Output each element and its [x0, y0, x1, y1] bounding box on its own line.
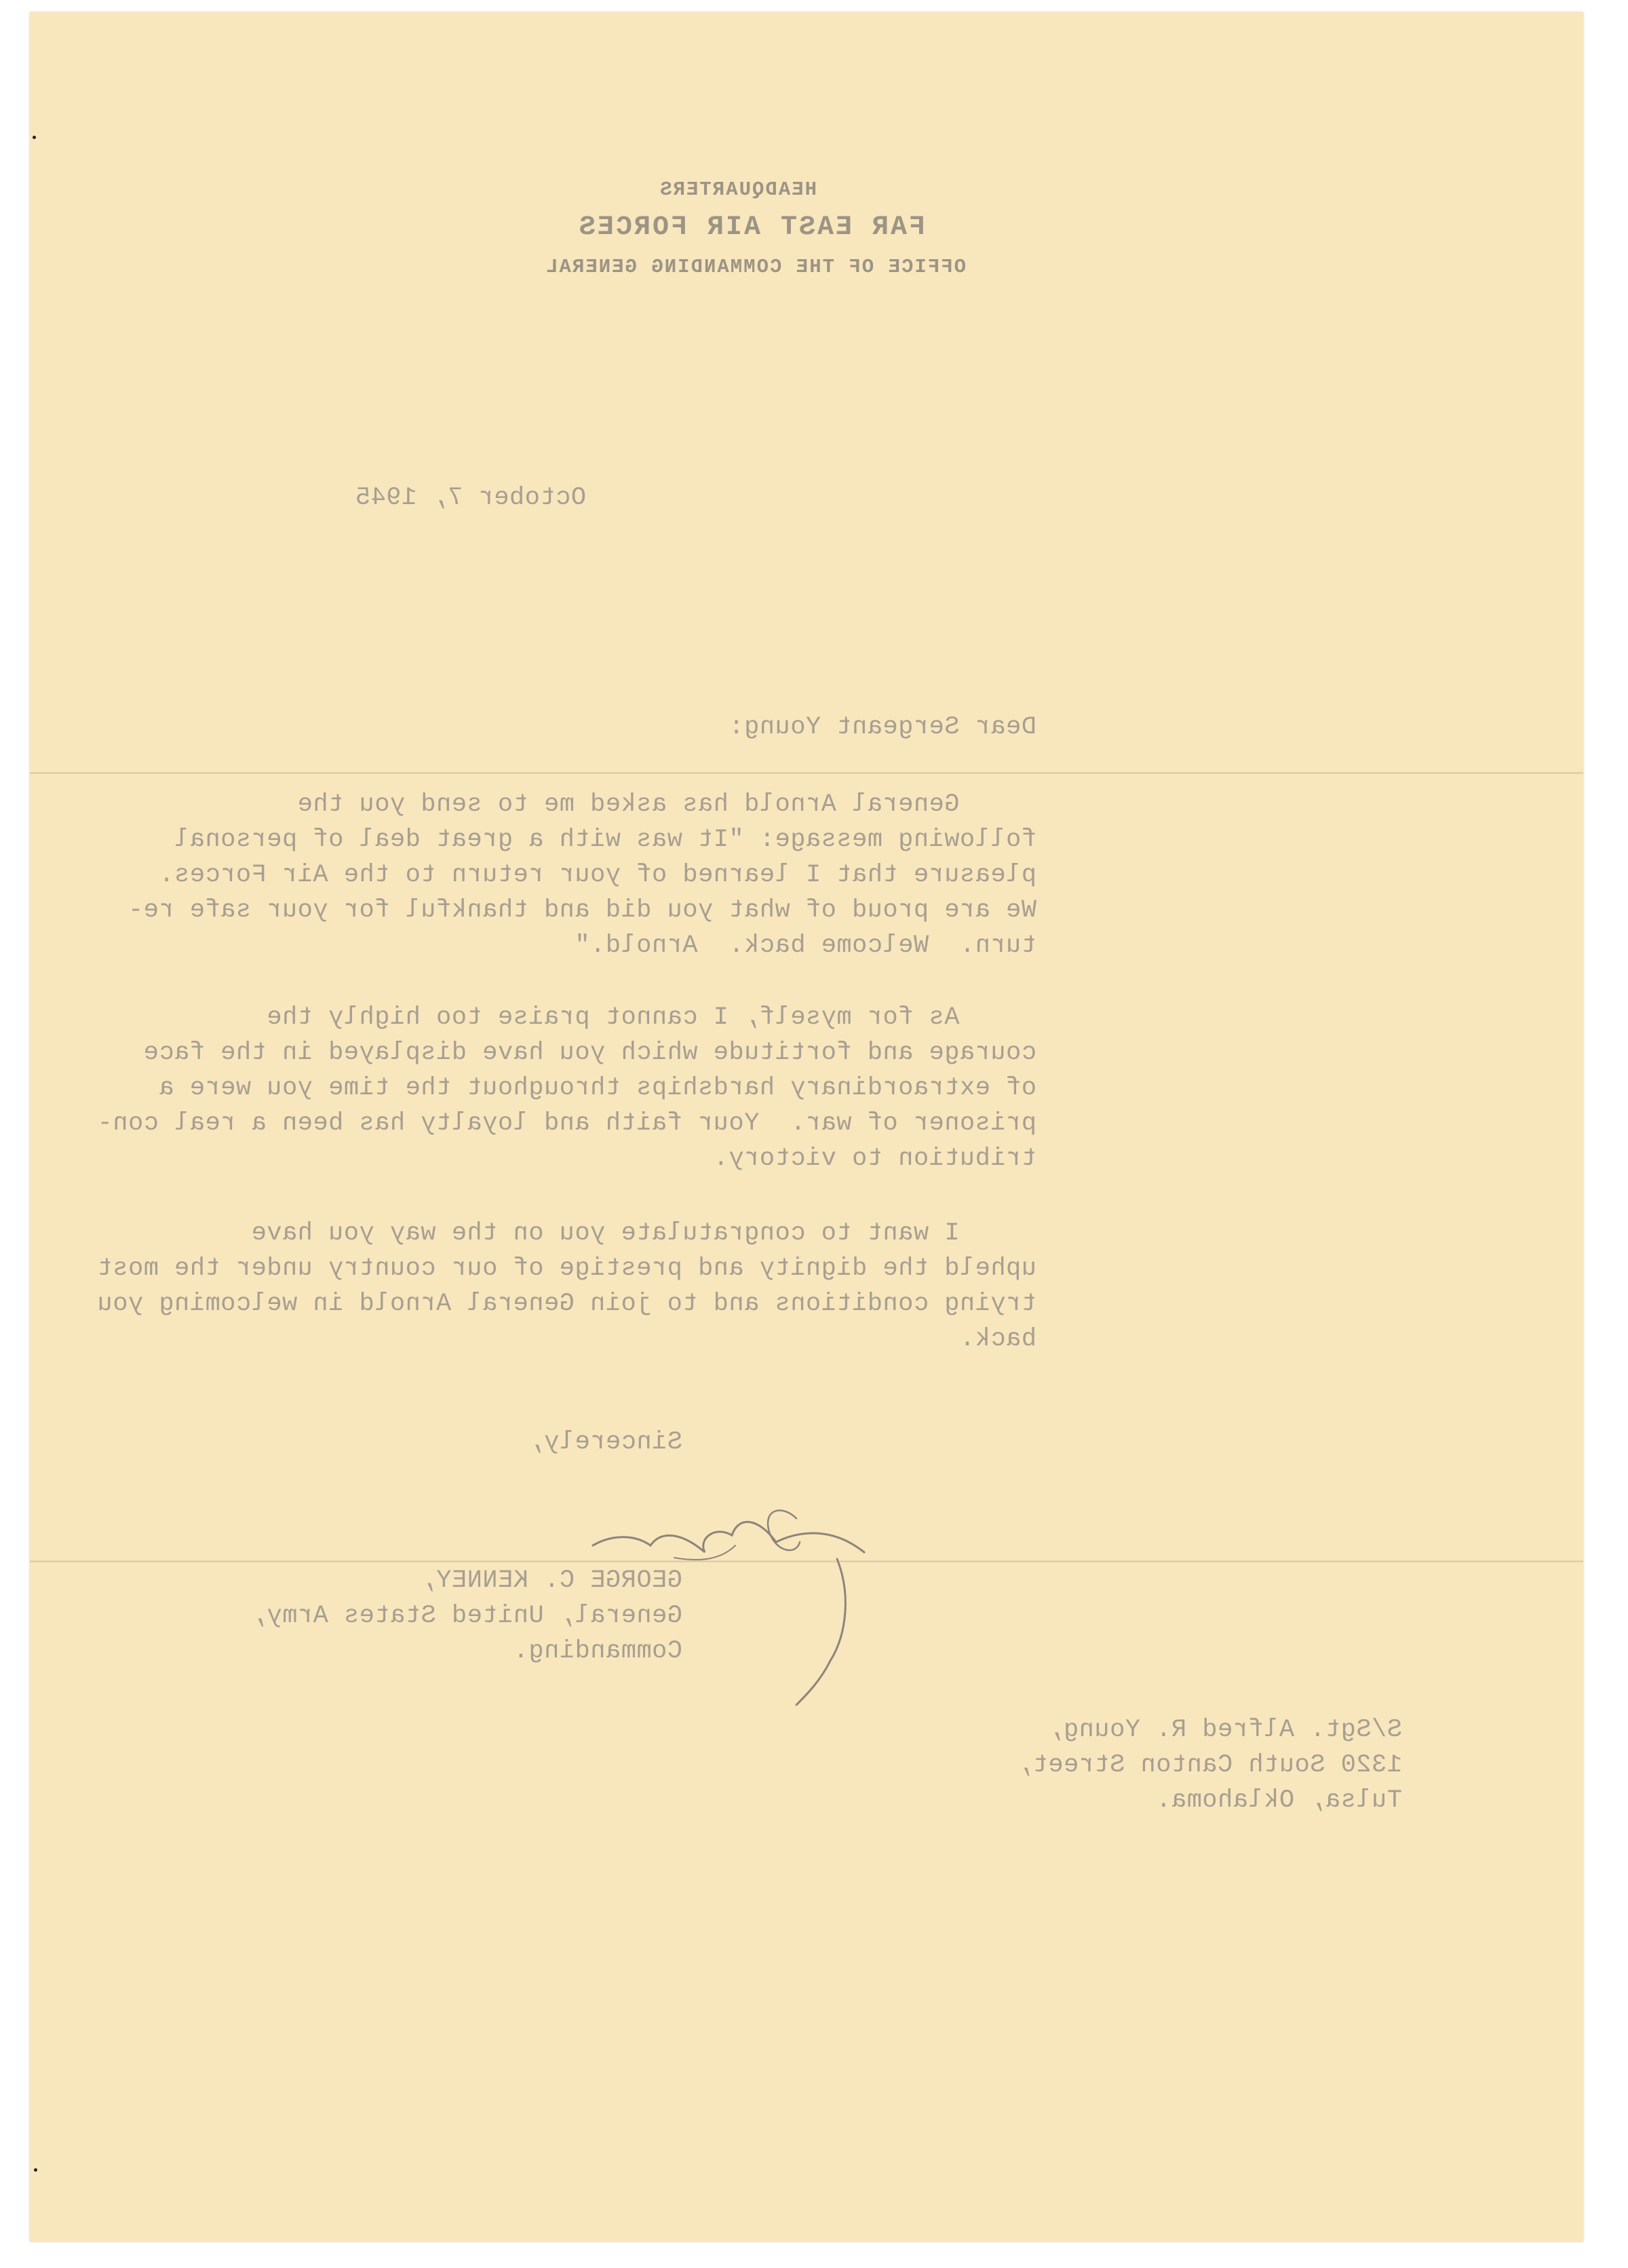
- paragraph-2-line: As for myself, I cannot praise too highly the: [266, 1003, 1036, 1032]
- signature-name: GEORGE C. KENNEY,: [421, 1567, 682, 1595]
- letter-sheet: [30, 12, 1583, 2242]
- paragraph-3-line: upheld the dignity and prestige of our country under the most: [97, 1254, 1036, 1283]
- paragraph-3-line: back.: [959, 1325, 1036, 1353]
- closing: Sincerely,: [528, 1428, 682, 1457]
- salutation: Dear Sergeant Young:: [728, 713, 1036, 742]
- mirrored-typed-text: [30, 12, 1583, 2242]
- letterhead-office: OFFICE OF THE COMMANDING GENERAL: [545, 256, 966, 278]
- paragraph-2-line: tribution to victory.: [713, 1145, 1036, 1173]
- letter-date: October 7, 1945: [355, 484, 586, 512]
- paragraph-1-line: We are proud of what you did and thankful for your safe re-: [128, 896, 1036, 925]
- paragraph-3-line: trying conditions and to join General Arnold in welcoming you: [97, 1290, 1036, 1318]
- paragraph-2-line: prisoner of war. Your faith and loyalty has been a real con-: [97, 1109, 1036, 1138]
- recipient-line: S/Sgt. Alfred R. Young,: [1047, 1716, 1402, 1744]
- paragraph-1-line: following message: "It was with a great deal of personal: [174, 826, 1036, 854]
- signature-title: Commanding.: [513, 1637, 682, 1666]
- signature-rank: General, United States Army,: [251, 1602, 682, 1630]
- paragraph-2-line: of extraordinary hardships throughout the time you were a: [158, 1074, 1036, 1102]
- paragraph-1-line: pleasure that I learned of your return to the Air Forces.: [158, 861, 1036, 889]
- paragraph-1-line: General Arnold has asked me to send you the: [297, 790, 1036, 819]
- letterhead-headquarters: HEADQUARTERS: [659, 178, 817, 201]
- paragraph-3-line: I want to congratulate you on the way you have: [251, 1219, 1036, 1248]
- recipient-line: 1320 South Canton Street,: [1017, 1751, 1402, 1780]
- handwritten-signature: [579, 1478, 878, 1715]
- scan-speck: [33, 136, 36, 139]
- recipient-line: Tulsa, Oklahoma.: [1155, 1786, 1402, 1815]
- paragraph-1-line: turn. Welcome back. Arnold.": [574, 931, 1036, 960]
- scan-speck: [34, 2168, 37, 2172]
- paragraph-2-line: courage and fortitude which you have displayed in the face: [143, 1039, 1036, 1067]
- letterhead-far-east-air-forces: FAR EAST AIR FORCES: [577, 212, 925, 243]
